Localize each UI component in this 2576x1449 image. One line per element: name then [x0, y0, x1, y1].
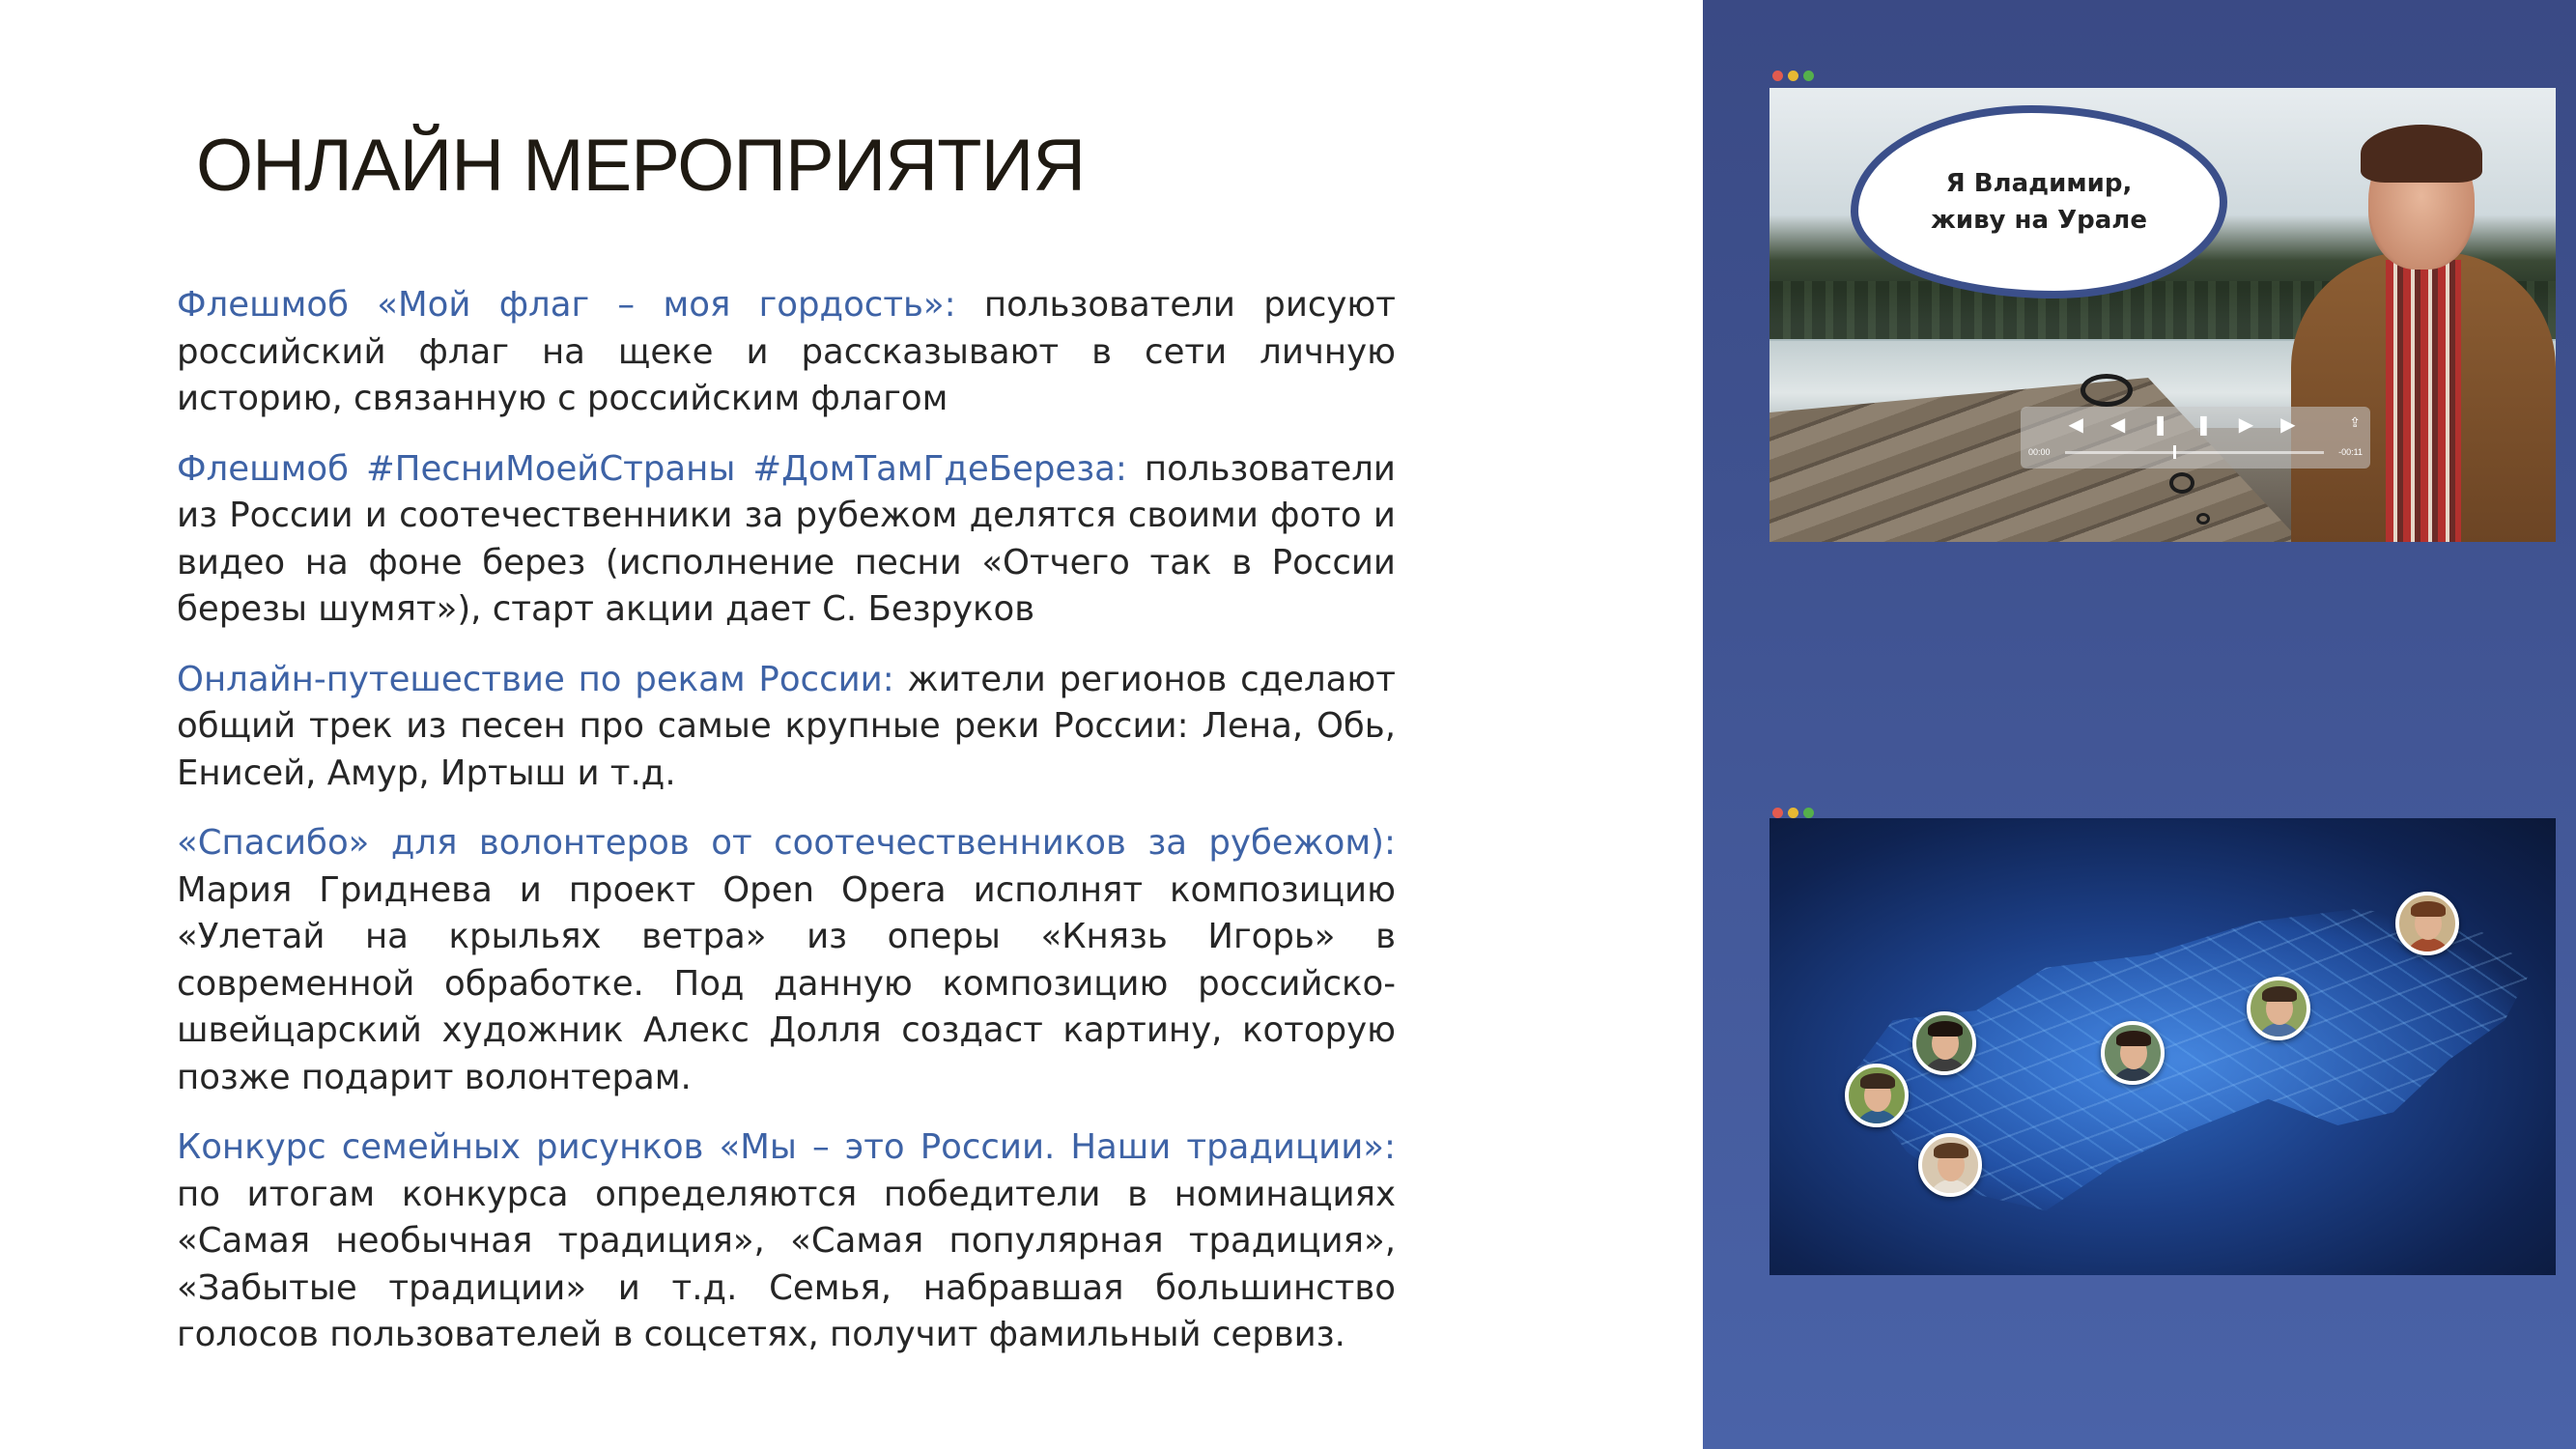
russia-map-window [1769, 818, 2556, 1275]
pause-icon[interactable]: ❚❚ [2152, 414, 2239, 436]
close-dot-icon[interactable] [1772, 808, 1783, 818]
presenter-shirt [2386, 260, 2461, 542]
avatar[interactable] [1918, 1133, 1982, 1197]
map-window-controls [1772, 808, 1814, 818]
event-lead: Конкурс семейных рисунков «Мы – это России. Наши традиции»: [177, 1127, 1396, 1167]
presenter-hair [2361, 125, 2482, 183]
avatar[interactable] [2101, 1021, 2165, 1085]
event-lead: Флешмоб #ПесниМоейСтраны #ДомТамГдеБереза: [177, 448, 1127, 489]
thought-bubble-icon [2196, 513, 2210, 525]
event-item-flag-flashmob [177, 282, 1396, 423]
event-item-songs-flashmob [177, 446, 1396, 634]
event-item-volunteers-thanks [177, 820, 1396, 1101]
playback-controls [2021, 407, 2370, 469]
fast-forward-icon[interactable]: ▶▶ [2238, 414, 2323, 436]
caption-line-2: живу на Урале [1931, 206, 2147, 235]
close-dot-icon[interactable] [1772, 71, 1783, 81]
share-icon[interactable]: ⇪ [2349, 414, 2361, 430]
minimize-dot-icon[interactable] [1788, 808, 1798, 818]
video-window-controls [1772, 71, 1814, 81]
maximize-dot-icon[interactable] [1803, 71, 1814, 81]
event-text: пользователи из России и соотечественники за рубежом делятся своими фото и видео на фоне берез (исполнение песни «Отчего так в России березы шумят»), старт акции дает С. Безруков [177, 448, 1396, 629]
event-text: по итогам конкурса определяются победители в номинациях «Самая необычная традиция», «Самая популярная традиция», «Забытые традиции» и т.д. Семья, набравшая большинство голосов пользователей в соцсетях, получит фамильный сервиз. [177, 1174, 1396, 1354]
avatar[interactable] [2247, 977, 2310, 1040]
event-lead: Онлайн-путешествие по рекам России: [177, 659, 894, 699]
progress-handle[interactable] [2173, 445, 2176, 459]
speech-cloud [1851, 105, 2227, 298]
event-item-rivers-journey [177, 657, 1396, 798]
event-lead: Флешмоб «Мой флаг – моя гордость»: [177, 285, 956, 325]
time-elapsed: 00:00 [2028, 447, 2051, 457]
avatar[interactable] [2395, 892, 2459, 955]
video-player[interactable] [1769, 88, 2556, 542]
progress-track[interactable] [2065, 451, 2324, 454]
event-text: жители регионов сделают общий трек из песен про самые крупные реки России: Лена, Обь, Енисей, Амур, Иртыш и т.д. [177, 659, 1396, 793]
rewind-icon[interactable]: ◀◀ [2068, 414, 2153, 436]
avatar[interactable] [1912, 1011, 1976, 1075]
event-item-family-drawings [177, 1124, 1396, 1359]
thought-bubble-icon [2081, 374, 2133, 407]
event-text: пользователи рисуют российский флаг на щеке и рассказывают в сети личную историю, связанную с российским флагом [177, 285, 1396, 418]
time-remaining: -00:11 [2338, 447, 2363, 457]
minimize-dot-icon[interactable] [1788, 71, 1798, 81]
events-list [177, 282, 1396, 1382]
thought-bubble-icon [2169, 472, 2194, 494]
event-text: Мария Гриднева и проект Open Opera исполнят композицию «Улетай на крыльях ветра» из оперы «Князь Игорь» в современной обработке. Под данную композицию российско-швейцарский художник Алекс Долля создаст картину, которую позже подарит волонтерам. [177, 869, 1396, 1097]
avatar[interactable] [1845, 1064, 1909, 1127]
presenter-figure [2272, 107, 2556, 542]
caption-line-1: Я Владимир, [1945, 169, 2133, 198]
maximize-dot-icon[interactable] [1803, 808, 1814, 818]
event-lead: «Спасибо» для волонтеров от соотечественников за рубежом): [177, 823, 1396, 863]
slide-title: ОНЛАЙН МЕРОПРИЯТИЯ [196, 125, 1086, 207]
